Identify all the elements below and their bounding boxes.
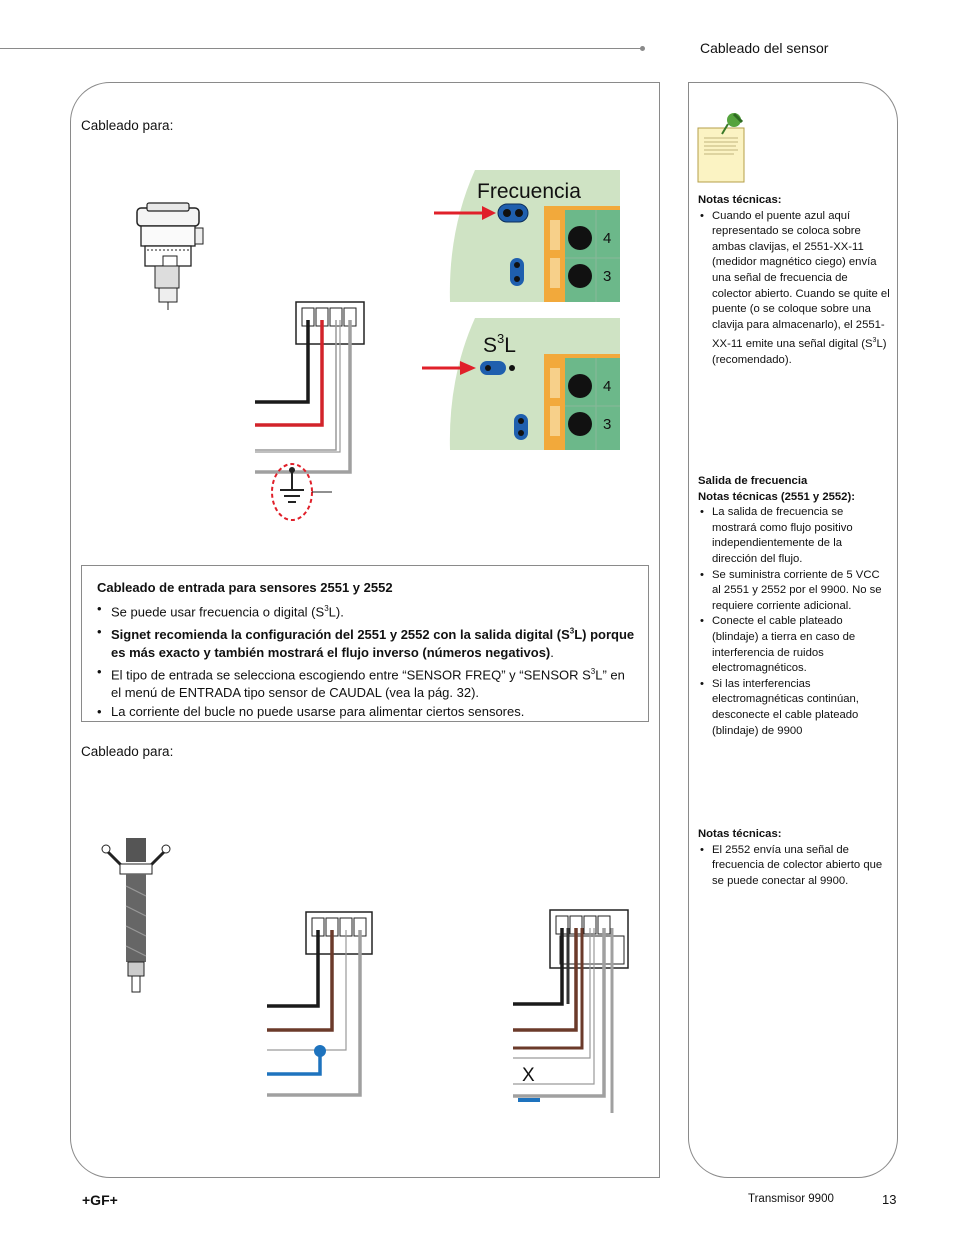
technical-notes-frequency-output [698,474,890,739]
wiring-diagram-bottom-left [262,910,377,1102]
infobox-item: • El tipo de entrada se selecciona escogiendo entre “SENSOR FREQ” y “SENSOR $S^3L$” en el menú de ENTRADA tipo sensor de CAUDAL (vea la pág. 32). [97,663,637,701]
wiring-diagram-bottom-right [508,908,633,1113]
input-wiring-infobox [81,565,649,722]
disconnect-mark: X [522,1065,535,1086]
notes-item: • El 2552 envía una señal de frecuencia de colector abierto que se puede conectar al 9900. [698,843,890,890]
notes-item: • Si las interferencias electromagnéticas continúan, desconecte el cable plateado (blindaje) de 9900 [698,677,890,739]
infobox-item: • Signet recomienda la configuración del 2551 y 2552 con la salida digital $(S^3L)$ porque es más exacto y también mostrará el flujo inverso (números negativos). [97,623,637,661]
s3l-title-l: L [504,334,516,357]
header-rule [0,48,642,49]
notes-item: • Se suministra corriente de 5 VCC al 2551 y 2552 por el 9900. No se requiere corriente adicional. [698,568,890,615]
technical-notes-2552 [698,827,890,889]
header-rule-dot [640,46,645,51]
notes-item: • Conecte el cable plateado (blindaje) a tierra en caso de interferencia de ruidos electromagnéticos. [698,614,890,676]
infobox-list [97,600,637,723]
notes-subheading: Notas técnicas (2551 y 2552): [698,490,855,503]
technical-notes-jumper [698,193,890,368]
frequency-pin-3: 3 [603,268,612,285]
notes-heading: Notas técnicas: [698,194,782,206]
wiring-label-bottom: Cableado para: [81,744,174,759]
s3l-pin-4: 4 [603,378,612,395]
frequency-diagram-title: Frecuencia [477,180,581,203]
s3l-jumper-diagram [420,318,620,450]
infobox-title: Cableado de entrada para sensores 2551 y 2552 [97,580,393,595]
s3l-title-s: S [483,334,498,357]
s3l-title-sup: 3 [497,331,505,346]
notes-heading: Notas técnicas: [698,828,782,840]
frequency-jumper-diagram [420,170,620,302]
section-title: Cableado del sensor [700,40,829,56]
notes-item: • Cuando el puente azul aquí representado se coloca sobre ambas clavijas, el 2551-XX-11 (medidor magnético ciego) envía una señal de frecuencia de colector abierto. Cuando se quite el puente (o se coloque sobre una clavija para almacenarlo), el 2551-XX-11 emite una señal digital $(S^3L)$ (recomendado). [698,209,890,369]
gf-logo: +GF+ [82,1192,118,1208]
s3l-pin-3: 3 [603,416,612,433]
frequency-pin-4: 4 [603,230,612,247]
sensor-2551-illustration [125,200,215,312]
infobox-item: • Se puede usar frecuencia o digital $(S^3L)$. [97,600,637,621]
notes-item: • La salida de frecuencia se mostrará como flujo positivo independientemente de la dirección del flujo. [698,505,890,567]
sensor-2552-illustration [100,836,180,1001]
infobox-item: • La corriente del bucle no puede usarse para alimentar ciertos sensores. [97,703,637,721]
footer-document-name: Transmisor 9900 [748,1193,834,1205]
wiring-diagram-top [250,300,370,525]
page-number: 13 [882,1192,897,1207]
pinned-note-icon [696,108,748,184]
wiring-label-top: Cableado para: [81,118,174,133]
notes-heading: Salida de frecuencia [698,475,808,487]
